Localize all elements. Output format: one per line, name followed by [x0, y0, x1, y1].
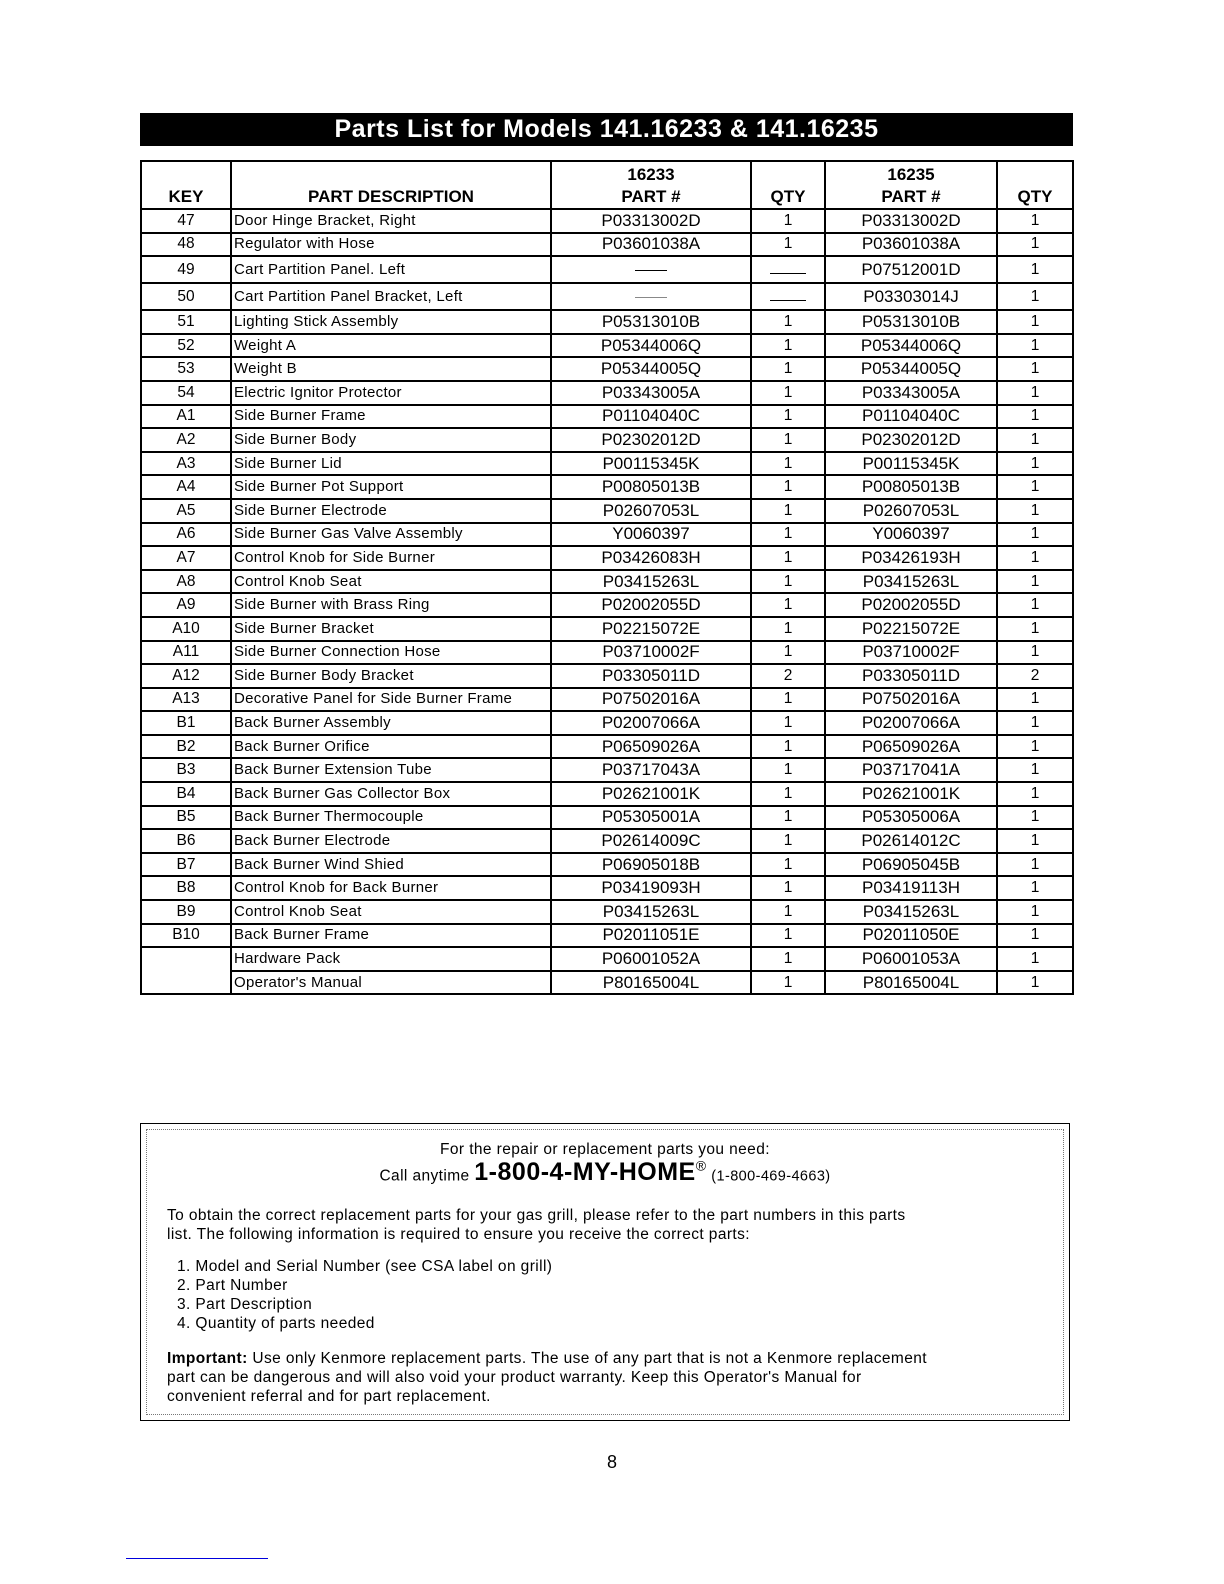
key-cell: B3	[141, 758, 231, 782]
part-number-16233-cell: P00805013B	[551, 475, 751, 499]
part-number-16233-cell: P06001052A	[551, 947, 751, 971]
key-cell: A7	[141, 546, 231, 570]
qty-16235-cell: 1	[997, 971, 1073, 995]
key-cell: A13	[141, 688, 231, 712]
description-cell: Door Hinge Bracket, Right	[231, 209, 551, 233]
part-number-16233-cell: P06905018B	[551, 853, 751, 877]
qty-16233-cell: 1	[751, 758, 825, 782]
header-model-16233-part	[551, 161, 751, 209]
part-number-16235-cell: Y0060397	[825, 523, 997, 547]
part-number-16233-cell: P05305001A	[551, 806, 751, 830]
description-cell: Side Burner Pot Support	[231, 475, 551, 499]
part-number-16233-cell: P00115345K	[551, 452, 751, 476]
part-number-16233-cell: Y0060397	[551, 523, 751, 547]
qty-16233-cell: 1	[751, 381, 825, 405]
description-cell: Control Knob for Side Burner	[231, 546, 551, 570]
key-cell: 47	[141, 209, 231, 233]
description-cell: Side Burner Frame	[231, 405, 551, 429]
qty-16233-cell: 1	[751, 806, 825, 830]
qty-16233-cell: 1	[751, 475, 825, 499]
part-number-16233-cell: P02607053L	[551, 499, 751, 523]
part-number-16233-cell	[551, 256, 751, 283]
qty-16233-cell: 1	[751, 233, 825, 257]
part-number-16235-cell: P03710002F	[825, 641, 997, 665]
header-key-label: KEY	[168, 187, 204, 206]
qty-16235-cell: 1	[997, 641, 1073, 665]
key-cell: A4	[141, 475, 231, 499]
part-number-16235-cell: P03303014J	[825, 283, 997, 310]
key-cell: A9	[141, 593, 231, 617]
description-cell: Side Burner Electrode	[231, 499, 551, 523]
table-row	[141, 900, 1073, 924]
qty-16233-cell	[751, 256, 825, 283]
description-cell: Operator's Manual	[231, 971, 551, 995]
qty-16235-cell: 2	[997, 664, 1073, 688]
qty-16233-cell: 2	[751, 664, 825, 688]
qty-16235-cell: 1	[997, 405, 1073, 429]
qty-16235-cell: 1	[997, 310, 1073, 334]
qty-16235-cell: 1	[997, 452, 1073, 476]
part-number-16233-cell: P03415263L	[551, 570, 751, 594]
qty-16233-cell: 1	[751, 924, 825, 948]
qty-16233-cell: 1	[751, 593, 825, 617]
description-cell: Side Burner Body Bracket	[231, 664, 551, 688]
footer-link-underline[interactable]	[126, 1558, 268, 1559]
parts-table	[140, 160, 1074, 995]
qty-16235-cell: 1	[997, 617, 1073, 641]
part-number-16235-cell: P02002055D	[825, 593, 997, 617]
key-cell-empty	[141, 947, 231, 994]
header-qty-b-label: QTY	[1017, 187, 1053, 206]
qty-16235-cell: 1	[997, 334, 1073, 358]
requirement-item-2: 2. Part Number	[177, 1277, 288, 1294]
table-row	[141, 523, 1073, 547]
key-cell: B2	[141, 735, 231, 759]
part-number-16235-cell: P03313002D	[825, 209, 997, 233]
description-cell: Control Knob for Back Burner	[231, 876, 551, 900]
dash-placeholder	[770, 300, 806, 301]
table-row	[141, 570, 1073, 594]
key-cell: A2	[141, 428, 231, 452]
description-cell: Control Knob Seat	[231, 570, 551, 594]
info-box	[140, 1123, 1070, 1421]
qty-16235-cell: 1	[997, 283, 1073, 310]
qty-16233-cell: 1	[751, 853, 825, 877]
part-number-16233-cell: P01104040C	[551, 405, 751, 429]
part-number-16235-cell: P01104040C	[825, 405, 997, 429]
qty-16233-cell: 1	[751, 641, 825, 665]
qty-16233-cell: 1	[751, 499, 825, 523]
key-cell: B5	[141, 806, 231, 830]
part-number-16233-cell: P02302012D	[551, 428, 751, 452]
description-cell: Cart Partition Panel Bracket, Left	[231, 283, 551, 310]
part-number-16233-cell: P05344005Q	[551, 357, 751, 381]
key-cell: B4	[141, 782, 231, 806]
important-line-3: convenient referral and for part replacement.	[167, 1388, 491, 1405]
table-row	[141, 405, 1073, 429]
important-line-1	[167, 1350, 1033, 1368]
header-qty-a-label: QTY	[770, 187, 806, 206]
part-number-16235-cell: P02007066A	[825, 711, 997, 735]
qty-16233-cell: 1	[751, 688, 825, 712]
part-number-16233-cell: P02011051E	[551, 924, 751, 948]
qty-16235-cell: 1	[997, 829, 1073, 853]
phone-numeric: (1-800-469-4663)	[711, 1168, 831, 1185]
description-cell: Control Knob Seat	[231, 900, 551, 924]
key-cell: A12	[141, 664, 231, 688]
part-number-16235-cell: P05305006A	[825, 806, 997, 830]
part-number-16235-cell: P03305011D	[825, 664, 997, 688]
description-cell: Hardware Pack	[231, 947, 551, 971]
description-cell: Side Burner with Brass Ring	[231, 593, 551, 617]
part-number-16233-cell: P03601038A	[551, 233, 751, 257]
qty-16233-cell: 1	[751, 971, 825, 995]
description-cell: Side Burner Bracket	[231, 617, 551, 641]
table-row	[141, 499, 1073, 523]
key-cell: A3	[141, 452, 231, 476]
dash-placeholder	[635, 270, 667, 271]
part-number-16235-cell: P07512001D	[825, 256, 997, 283]
qty-16235-cell: 1	[997, 806, 1073, 830]
qty-16233-cell: 1	[751, 876, 825, 900]
qty-16235-cell: 1	[997, 876, 1073, 900]
header-description	[231, 161, 551, 209]
qty-16235-cell: 1	[997, 924, 1073, 948]
key-cell: 54	[141, 381, 231, 405]
qty-16235-cell: 1	[997, 256, 1073, 283]
table-row	[141, 546, 1073, 570]
table-row	[141, 256, 1073, 283]
part-number-16235-cell: P05344006Q	[825, 334, 997, 358]
part-number-16233-cell: P03343005A	[551, 381, 751, 405]
qty-16233-cell: 1	[751, 310, 825, 334]
phone-brand-text: 1-800-4-MY-HOME	[474, 1158, 696, 1187]
table-row	[141, 334, 1073, 358]
qty-16233-cell: 1	[751, 357, 825, 381]
description-cell: Weight A	[231, 334, 551, 358]
info-phone-line	[141, 1158, 1069, 1187]
part-number-16233-cell: P02215072E	[551, 617, 751, 641]
table-row	[141, 782, 1073, 806]
key-cell: 53	[141, 357, 231, 381]
part-number-16235-cell: P00805013B	[825, 475, 997, 499]
part-number-16233-cell: P02621001K	[551, 782, 751, 806]
table-row	[141, 924, 1073, 948]
part-number-16233-cell: P03419093H	[551, 876, 751, 900]
qty-16235-cell: 1	[997, 711, 1073, 735]
table-row	[141, 971, 1073, 995]
table-row	[141, 853, 1073, 877]
info-intro-2: list. The following information is required to ensure you receive the correct parts:	[167, 1226, 750, 1243]
requirement-item-3: 3. Part Description	[177, 1296, 313, 1313]
qty-16233-cell: 1	[751, 428, 825, 452]
part-number-16233-cell: P03426083H	[551, 546, 751, 570]
table-row	[141, 688, 1073, 712]
part-number-16235-cell: P02607053L	[825, 499, 997, 523]
qty-16233-cell: 1	[751, 523, 825, 547]
important-line-2: part can be dangerous and will also void your product warranty. Keep this Operator's Manual for	[167, 1369, 862, 1386]
part-number-16235-cell: P05313010B	[825, 310, 997, 334]
qty-16235-cell: 1	[997, 593, 1073, 617]
key-cell: A6	[141, 523, 231, 547]
description-cell: Side Burner Gas Valve Assembly	[231, 523, 551, 547]
description-cell: Back Burner Orifice	[231, 735, 551, 759]
part-number-16235-cell: P05344005Q	[825, 357, 997, 381]
part-number-16235-cell: P00115345K	[825, 452, 997, 476]
registered-mark: ®	[695, 1158, 707, 1174]
description-cell: Decorative Panel for Side Burner Frame	[231, 688, 551, 712]
part-number-16233-cell: P02007066A	[551, 711, 751, 735]
part-number-16235-cell: P03419113H	[825, 876, 997, 900]
table-row	[141, 806, 1073, 830]
part-number-16233-cell: P07502016A	[551, 688, 751, 712]
qty-16235-cell: 1	[997, 546, 1073, 570]
key-cell: A8	[141, 570, 231, 594]
qty-16233-cell: 1	[751, 735, 825, 759]
qty-16235-cell: 1	[997, 381, 1073, 405]
description-cell: Weight B	[231, 357, 551, 381]
part-number-16233-cell: P80165004L	[551, 971, 751, 995]
table-row	[141, 876, 1073, 900]
part-number-16235-cell: P03343005A	[825, 381, 997, 405]
header-qty-b	[997, 161, 1073, 209]
part-number-16233-cell: P02614009C	[551, 829, 751, 853]
description-cell: Back Burner Frame	[231, 924, 551, 948]
qty-16233-cell: 1	[751, 829, 825, 853]
qty-16235-cell: 1	[997, 523, 1073, 547]
header-model-16235-part	[825, 161, 997, 209]
part-number-16235-cell: P03717041A	[825, 758, 997, 782]
part-number-16233-cell: P03717043A	[551, 758, 751, 782]
key-cell: 50	[141, 283, 231, 310]
info-repair-line: For the repair or replacement parts you need:	[440, 1141, 770, 1158]
part-number-16233-cell: P05313010B	[551, 310, 751, 334]
key-cell: B6	[141, 829, 231, 853]
part-number-16233-cell: P02002055D	[551, 593, 751, 617]
key-cell: B10	[141, 924, 231, 948]
table-row	[141, 209, 1073, 233]
description-cell: Back Burner Extension Tube	[231, 758, 551, 782]
qty-16235-cell: 1	[997, 688, 1073, 712]
qty-16233-cell: 1	[751, 209, 825, 233]
header-model-16235: 16235	[887, 165, 935, 184]
key-cell: B8	[141, 876, 231, 900]
part-number-16233-cell: P03415263L	[551, 900, 751, 924]
key-cell: 49	[141, 256, 231, 283]
important-label: Important:	[167, 1350, 248, 1367]
info-intro-1: To obtain the correct replacement parts for your gas grill, please refer to the part numbers in this parts	[167, 1207, 906, 1224]
table-row	[141, 947, 1073, 971]
description-cell: Back Burner Wind Shied	[231, 853, 551, 877]
qty-16235-cell: 1	[997, 947, 1073, 971]
page-title: Parts List for Models 141.16233 & 141.16235	[140, 113, 1073, 146]
table-row	[141, 593, 1073, 617]
part-number-16235-cell: P03415263L	[825, 900, 997, 924]
key-cell: A1	[141, 405, 231, 429]
key-cell: A10	[141, 617, 231, 641]
parts-table-body	[141, 209, 1073, 994]
key-cell: 48	[141, 233, 231, 257]
table-row	[141, 283, 1073, 310]
part-number-16233-cell: P06509026A	[551, 735, 751, 759]
part-number-16233-cell: P05344006Q	[551, 334, 751, 358]
part-number-16233-cell: P03305011D	[551, 664, 751, 688]
key-cell: B7	[141, 853, 231, 877]
part-number-16235-cell: P03426193H	[825, 546, 997, 570]
qty-16233-cell: 1	[751, 570, 825, 594]
table-row	[141, 617, 1073, 641]
qty-16235-cell: 1	[997, 735, 1073, 759]
description-cell: Back Burner Gas Collector Box	[231, 782, 551, 806]
part-number-16235-cell: P07502016A	[825, 688, 997, 712]
qty-16235-cell: 1	[997, 570, 1073, 594]
table-row	[141, 357, 1073, 381]
table-row	[141, 758, 1073, 782]
important-text-1: Use only Kenmore replacement parts. The use of any part that is not a Kenmore replacement	[247, 1350, 927, 1367]
header-part-a: PART #	[621, 187, 681, 206]
table-row	[141, 829, 1073, 853]
table-header-row	[141, 161, 1073, 209]
part-number-16235-cell: P80165004L	[825, 971, 997, 995]
description-cell: Back Burner Assembly	[231, 711, 551, 735]
header-key	[141, 161, 231, 209]
qty-16233-cell: 1	[751, 782, 825, 806]
qty-16235-cell: 1	[997, 782, 1073, 806]
header-qty-a	[751, 161, 825, 209]
description-cell: Back Burner Electrode	[231, 829, 551, 853]
qty-16235-cell: 1	[997, 758, 1073, 782]
description-cell: Side Burner Lid	[231, 452, 551, 476]
description-cell: Lighting Stick Assembly	[231, 310, 551, 334]
description-cell: Electric Ignitor Protector	[231, 381, 551, 405]
key-cell: B1	[141, 711, 231, 735]
qty-16235-cell: 1	[997, 209, 1073, 233]
call-anytime-label: Call anytime	[379, 1167, 470, 1185]
description-cell: Cart Partition Panel. Left	[231, 256, 551, 283]
part-number-16235-cell: P06509026A	[825, 735, 997, 759]
key-cell: 51	[141, 310, 231, 334]
key-cell: 52	[141, 334, 231, 358]
qty-16235-cell: 1	[997, 900, 1073, 924]
table-row	[141, 735, 1073, 759]
part-number-16233-cell	[551, 283, 751, 310]
part-number-16235-cell: P03415263L	[825, 570, 997, 594]
part-number-16235-cell: P02621001K	[825, 782, 997, 806]
key-cell: A5	[141, 499, 231, 523]
table-row	[141, 233, 1073, 257]
qty-16235-cell: 1	[997, 357, 1073, 381]
table-row	[141, 428, 1073, 452]
qty-16233-cell: 1	[751, 334, 825, 358]
header-description-label: PART DESCRIPTION	[308, 187, 474, 206]
part-number-16235-cell: P06905045B	[825, 853, 997, 877]
table-row	[141, 452, 1073, 476]
part-number-16235-cell: P02302012D	[825, 428, 997, 452]
page-number: 8	[606, 1452, 617, 1472]
description-cell: Side Burner Connection Hose	[231, 641, 551, 665]
part-number-16233-cell: P03313002D	[551, 209, 751, 233]
table-row	[141, 475, 1073, 499]
qty-16233-cell: 1	[751, 452, 825, 476]
requirement-item-1: 1. Model and Serial Number (see CSA label on grill)	[177, 1258, 553, 1275]
part-number-16235-cell: P03601038A	[825, 233, 997, 257]
table-row	[141, 711, 1073, 735]
part-number-16235-cell: P06001053A	[825, 947, 997, 971]
description-cell: Side Burner Body	[231, 428, 551, 452]
qty-16233-cell: 1	[751, 546, 825, 570]
part-number-16235-cell: P02011050E	[825, 924, 997, 948]
qty-16233-cell: 1	[751, 617, 825, 641]
part-number-16235-cell: P02215072E	[825, 617, 997, 641]
qty-16233-cell: 1	[751, 900, 825, 924]
qty-16233-cell: 1	[751, 947, 825, 971]
qty-16235-cell: 1	[997, 499, 1073, 523]
table-row	[141, 310, 1073, 334]
description-cell: Regulator with Hose	[231, 233, 551, 257]
header-part-b: PART #	[881, 187, 941, 206]
qty-16235-cell: 1	[997, 428, 1073, 452]
part-number-16233-cell: P03710002F	[551, 641, 751, 665]
table-row	[141, 381, 1073, 405]
dash-placeholder	[635, 297, 667, 298]
description-cell: Back Burner Thermocouple	[231, 806, 551, 830]
qty-16235-cell: 1	[997, 475, 1073, 499]
qty-16233-cell	[751, 283, 825, 310]
qty-16233-cell: 1	[751, 711, 825, 735]
header-model-16233: 16233	[627, 165, 675, 184]
qty-16233-cell: 1	[751, 405, 825, 429]
qty-16235-cell: 1	[997, 853, 1073, 877]
key-cell: A11	[141, 641, 231, 665]
part-number-16235-cell: P02614012C	[825, 829, 997, 853]
dash-placeholder	[770, 273, 806, 274]
qty-16235-cell: 1	[997, 233, 1073, 257]
phone-brand	[474, 1158, 706, 1186]
table-row	[141, 664, 1073, 688]
key-cell: B9	[141, 900, 231, 924]
table-row	[141, 641, 1073, 665]
requirement-item-4: 4. Quantity of parts needed	[177, 1315, 375, 1332]
